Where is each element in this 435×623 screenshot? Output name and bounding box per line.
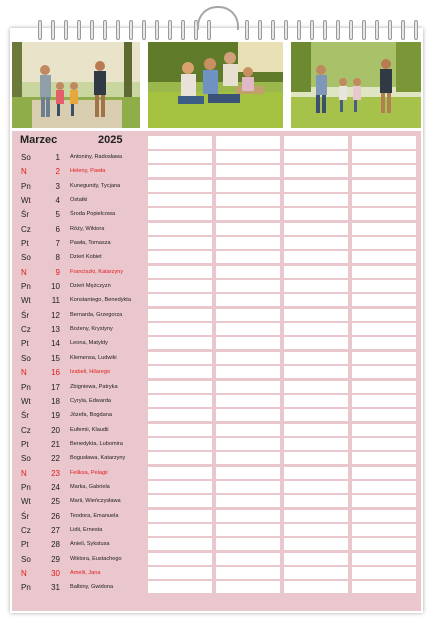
name-day-label: Benedykta, Lubomira <box>70 440 123 447</box>
note-cell[interactable] <box>216 409 280 421</box>
note-cell[interactable] <box>216 309 280 321</box>
note-cell[interactable] <box>284 495 348 507</box>
weekday-label: Pt <box>21 540 29 550</box>
day-row <box>12 293 421 307</box>
day-number: 12 <box>51 310 60 320</box>
note-cell[interactable] <box>216 438 280 450</box>
name-day-label: Lidii, Ernesta <box>70 526 103 533</box>
note-cell[interactable] <box>216 495 280 507</box>
note-cell[interactable] <box>284 524 348 536</box>
note-cell[interactable] <box>352 395 416 407</box>
note-cell[interactable] <box>352 223 416 235</box>
weekday-label: Cz <box>21 325 31 335</box>
day-row <box>12 279 421 293</box>
note-cell[interactable] <box>148 237 212 249</box>
note-cell[interactable] <box>284 438 348 450</box>
note-cell[interactable] <box>148 452 212 464</box>
weekday-label: So <box>21 153 31 162</box>
weekday-label: Pn <box>21 583 31 593</box>
note-cell[interactable] <box>216 223 280 235</box>
note-cell[interactable] <box>216 524 280 536</box>
note-cell[interactable] <box>352 553 416 565</box>
day-number: 13 <box>51 325 60 335</box>
note-cell[interactable] <box>216 581 280 593</box>
note-cell[interactable] <box>148 481 212 493</box>
note-cell[interactable] <box>148 395 212 407</box>
note-cell[interactable] <box>216 553 280 565</box>
note-cell[interactable] <box>148 409 212 421</box>
note-cell[interactable] <box>148 337 212 349</box>
day-number: 27 <box>51 525 60 535</box>
note-cell[interactable] <box>352 409 416 421</box>
day-number: 4 <box>55 196 60 206</box>
name-day-label: Ostatki <box>70 197 88 204</box>
day-row <box>12 509 421 523</box>
weekday-label: N <box>21 167 27 177</box>
day-number: 26 <box>51 511 60 521</box>
weekday-label: Wt <box>21 296 31 306</box>
weekday-label: Śr <box>21 310 29 320</box>
day-number: 25 <box>51 497 60 507</box>
note-cell[interactable] <box>352 280 416 292</box>
weekday-label: N <box>21 568 27 578</box>
day-row <box>12 380 421 394</box>
note-cell[interactable] <box>148 538 212 550</box>
note-cell[interactable] <box>352 424 416 436</box>
day-row <box>12 351 421 365</box>
note-cell[interactable] <box>216 294 280 306</box>
note-cell[interactable] <box>284 553 348 565</box>
month-header <box>12 131 421 151</box>
day-number: 3 <box>55 181 60 191</box>
note-header-cell <box>284 136 348 149</box>
weekday-label: Śr <box>21 511 29 521</box>
name-day-label: Eufemii, Klaudii <box>70 426 109 433</box>
note-cell[interactable] <box>284 223 348 235</box>
note-cell[interactable] <box>352 381 416 393</box>
name-day-label: Kunegundy, Tycjana <box>70 182 121 189</box>
day-number: 11 <box>51 296 60 306</box>
note-cell[interactable] <box>148 524 212 536</box>
weekday-label: Pt <box>21 339 29 349</box>
note-cell[interactable] <box>284 452 348 464</box>
day-row <box>12 437 421 451</box>
note-cell[interactable] <box>284 323 348 335</box>
name-day-label: Bożeny, Krystyny <box>70 326 113 333</box>
note-cell[interactable] <box>148 251 212 263</box>
note-cell[interactable] <box>284 481 348 493</box>
weekday-label: Śr <box>21 210 29 220</box>
note-cell[interactable] <box>284 581 348 593</box>
note-cell[interactable] <box>148 553 212 565</box>
note-cell[interactable] <box>284 538 348 550</box>
day-number: 20 <box>51 425 60 435</box>
note-cell[interactable] <box>148 294 212 306</box>
day-number: 22 <box>51 454 60 464</box>
photo-strip <box>12 42 421 128</box>
day-number: 23 <box>51 468 60 478</box>
day-row <box>12 308 421 322</box>
note-cell[interactable] <box>284 366 348 378</box>
note-cell[interactable] <box>148 366 212 378</box>
note-cell[interactable] <box>284 309 348 321</box>
day-number: 15 <box>51 353 60 363</box>
name-day-label: Wiktora, Eustachego <box>70 555 122 562</box>
note-cell[interactable] <box>216 237 280 249</box>
note-cell[interactable] <box>216 452 280 464</box>
name-day-label: Pawła, Tomasza <box>70 240 111 247</box>
note-cell[interactable] <box>284 180 348 192</box>
note-cell[interactable] <box>148 352 212 364</box>
day-row <box>12 394 421 408</box>
day-number: 29 <box>51 554 60 564</box>
note-cell[interactable] <box>352 495 416 507</box>
note-cell[interactable] <box>352 309 416 321</box>
weekday-label: Cz <box>21 525 31 535</box>
note-cell[interactable] <box>284 165 348 177</box>
note-cell[interactable] <box>352 567 416 579</box>
note-cell[interactable] <box>284 337 348 349</box>
name-day-label: Środa Popielcowa <box>70 211 116 218</box>
note-cell[interactable] <box>216 538 280 550</box>
name-day-label: Izabeli, Hilarego <box>70 369 111 376</box>
day-number: 21 <box>51 439 60 449</box>
name-day-label: Amelii, Jana <box>70 569 101 576</box>
note-cell[interactable] <box>148 151 212 163</box>
family-walking-park-photo <box>12 42 140 128</box>
note-cell[interactable] <box>216 467 280 479</box>
name-day-label: Franciszki, Katarzyny <box>70 268 124 275</box>
year-label: 2025 <box>98 134 123 146</box>
calendar-grid <box>12 131 421 611</box>
day-row <box>12 566 421 580</box>
hanger-hook-icon <box>197 6 239 30</box>
day-row <box>12 164 421 178</box>
day-number: 2 <box>55 167 60 177</box>
note-cell[interactable] <box>216 381 280 393</box>
note-cell[interactable] <box>216 510 280 522</box>
note-cell[interactable] <box>284 510 348 522</box>
note-cell[interactable] <box>352 467 416 479</box>
note-cell[interactable] <box>284 352 348 364</box>
day-number: 17 <box>51 382 60 392</box>
note-cell[interactable] <box>148 223 212 235</box>
note-cell[interactable] <box>352 452 416 464</box>
note-cell[interactable] <box>352 366 416 378</box>
name-day-label: Marii, Wieńczysława <box>70 498 121 505</box>
note-cell[interactable] <box>352 510 416 522</box>
note-cell[interactable] <box>148 165 212 177</box>
weekday-label: Pn <box>21 181 31 191</box>
family-running-park-photo <box>291 42 421 128</box>
note-cell[interactable] <box>284 467 348 479</box>
note-cell[interactable] <box>216 481 280 493</box>
note-cell[interactable] <box>148 208 212 220</box>
note-cell[interactable] <box>352 524 416 536</box>
day-number: 8 <box>55 253 60 263</box>
weekday-label: N <box>21 368 27 378</box>
note-cell[interactable] <box>148 194 212 206</box>
note-cell[interactable] <box>148 424 212 436</box>
note-cell[interactable] <box>148 567 212 579</box>
note-cell[interactable] <box>352 337 416 349</box>
name-day-label: Feliksa, Pelagii <box>70 469 108 476</box>
day-number: 28 <box>51 540 60 550</box>
note-cell[interactable] <box>352 294 416 306</box>
weekday-label: So <box>21 454 31 464</box>
name-day-label: Józefa, Bogdana <box>70 412 112 419</box>
weekday-label: So <box>21 353 31 363</box>
name-day-label: Klemensa, Ludwiki <box>70 354 117 361</box>
name-day-label: Dzień Kobiet <box>70 254 102 261</box>
day-list <box>12 150 421 595</box>
note-cell[interactable] <box>148 510 212 522</box>
weekday-label: Śr <box>21 411 29 421</box>
day-row <box>12 236 421 250</box>
day-row <box>12 322 421 336</box>
day-number: 18 <box>51 396 60 406</box>
weekday-label: Wt <box>21 497 31 507</box>
day-number: 24 <box>51 482 60 492</box>
name-day-label: Konstantego, Benedykta <box>70 297 131 304</box>
note-cell[interactable] <box>148 280 212 292</box>
day-number: 14 <box>51 339 60 349</box>
note-cell[interactable] <box>284 395 348 407</box>
day-row <box>12 365 421 379</box>
note-cell[interactable] <box>216 165 280 177</box>
note-cell[interactable] <box>284 381 348 393</box>
note-cell[interactable] <box>148 495 212 507</box>
day-row <box>12 222 421 236</box>
note-cell[interactable] <box>216 180 280 192</box>
name-day-label: Zbigniewa, Patryka <box>70 383 118 390</box>
day-row <box>12 336 421 350</box>
note-cell[interactable] <box>216 323 280 335</box>
note-cell[interactable] <box>284 280 348 292</box>
day-row <box>12 193 421 207</box>
note-cell[interactable] <box>148 381 212 393</box>
name-day-label: Heleny, Pawła <box>70 168 106 175</box>
note-cell[interactable] <box>352 323 416 335</box>
day-row <box>12 580 421 594</box>
note-cell[interactable] <box>352 237 416 249</box>
day-number: 9 <box>55 267 60 277</box>
note-cell[interactable] <box>216 280 280 292</box>
weekday-label: Pt <box>21 439 29 449</box>
name-day-label: Marka, Gabriela <box>70 483 110 490</box>
note-header-cell <box>148 136 212 149</box>
weekday-label: Pn <box>21 482 31 492</box>
note-cell[interactable] <box>216 567 280 579</box>
weekday-label: Wt <box>21 396 31 406</box>
day-number: 1 <box>55 153 60 162</box>
note-cell[interactable] <box>352 266 416 278</box>
note-cell[interactable] <box>216 352 280 364</box>
note-cell[interactable] <box>216 151 280 163</box>
day-row <box>12 552 421 566</box>
note-cell[interactable] <box>216 424 280 436</box>
name-day-label: Róży, Wiktora <box>70 225 105 232</box>
weekday-label: Pn <box>21 382 31 392</box>
note-cell[interactable] <box>352 194 416 206</box>
note-cell[interactable] <box>352 208 416 220</box>
day-row <box>12 408 421 422</box>
note-cell[interactable] <box>352 538 416 550</box>
weekday-label: Cz <box>21 224 31 234</box>
note-cell[interactable] <box>148 323 212 335</box>
note-cell[interactable] <box>148 266 212 278</box>
note-cell[interactable] <box>284 251 348 263</box>
note-cell[interactable] <box>352 352 416 364</box>
day-number: 7 <box>55 239 60 249</box>
day-number: 5 <box>55 210 60 220</box>
note-cell[interactable] <box>352 151 416 163</box>
note-cell[interactable] <box>352 251 416 263</box>
weekday-label: N <box>21 267 27 277</box>
day-row <box>12 480 421 494</box>
note-cell[interactable] <box>284 237 348 249</box>
note-cell[interactable] <box>216 395 280 407</box>
weekday-label: Wt <box>21 196 31 206</box>
note-cell[interactable] <box>284 424 348 436</box>
day-row <box>12 423 421 437</box>
note-cell[interactable] <box>284 151 348 163</box>
note-cell[interactable] <box>216 208 280 220</box>
name-day-label: Cyryla, Edwarda <box>70 397 112 404</box>
family-sitting-grass-photo <box>148 42 283 128</box>
weekday-label: Pn <box>21 282 31 292</box>
name-day-label: Bernarda, Grzegorza <box>70 311 123 318</box>
name-day-label: Bogusława, Katarzyny <box>70 455 126 462</box>
name-day-label: Antoniny, Radosława <box>70 154 123 160</box>
name-day-label: Leona, Matyldy <box>70 340 108 347</box>
day-number: 30 <box>51 568 60 578</box>
note-cell[interactable] <box>284 294 348 306</box>
note-cell[interactable] <box>148 180 212 192</box>
note-cell[interactable] <box>284 208 348 220</box>
note-cell[interactable] <box>148 581 212 593</box>
note-cell[interactable] <box>148 438 212 450</box>
day-number: 6 <box>55 224 60 234</box>
note-cell[interactable] <box>216 366 280 378</box>
note-cell[interactable] <box>148 309 212 321</box>
day-row <box>12 523 421 537</box>
name-day-label: Teodora, Emanuela <box>70 512 119 519</box>
note-cell[interactable] <box>148 467 212 479</box>
note-cell[interactable] <box>352 438 416 450</box>
day-row <box>12 207 421 221</box>
weekday-label: So <box>21 554 31 564</box>
name-day-label: Anieli, Sykstusa <box>70 541 110 548</box>
day-row <box>12 150 421 164</box>
note-cell[interactable] <box>216 194 280 206</box>
name-day-label: Dzień Mężczyzn <box>70 283 111 290</box>
day-number: 19 <box>51 411 60 421</box>
note-cell[interactable] <box>352 165 416 177</box>
weekday-label: Pt <box>21 239 29 249</box>
note-header-cell <box>352 136 416 149</box>
note-cell[interactable] <box>352 481 416 493</box>
note-cell[interactable] <box>216 266 280 278</box>
day-row <box>12 537 421 551</box>
day-row <box>12 179 421 193</box>
weekday-label: Cz <box>21 425 31 435</box>
day-row <box>12 466 421 480</box>
day-number: 31 <box>51 583 60 593</box>
note-cell[interactable] <box>216 251 280 263</box>
day-row <box>12 250 421 264</box>
weekday-label: N <box>21 468 27 478</box>
weekday-label: So <box>21 253 31 263</box>
note-cell[interactable] <box>284 266 348 278</box>
note-cell[interactable] <box>284 194 348 206</box>
day-row <box>12 494 421 508</box>
day-number: 10 <box>51 282 60 292</box>
note-cell[interactable] <box>352 581 416 593</box>
name-day-label: Balbiny, Gwidona <box>70 584 114 591</box>
note-cell[interactable] <box>216 337 280 349</box>
day-row <box>12 265 421 279</box>
note-cell[interactable] <box>284 409 348 421</box>
note-cell[interactable] <box>352 180 416 192</box>
day-number: 16 <box>51 368 60 378</box>
note-cell[interactable] <box>284 567 348 579</box>
day-row <box>12 451 421 465</box>
note-header-cell <box>216 136 280 149</box>
month-name: Marzec <box>20 134 58 146</box>
